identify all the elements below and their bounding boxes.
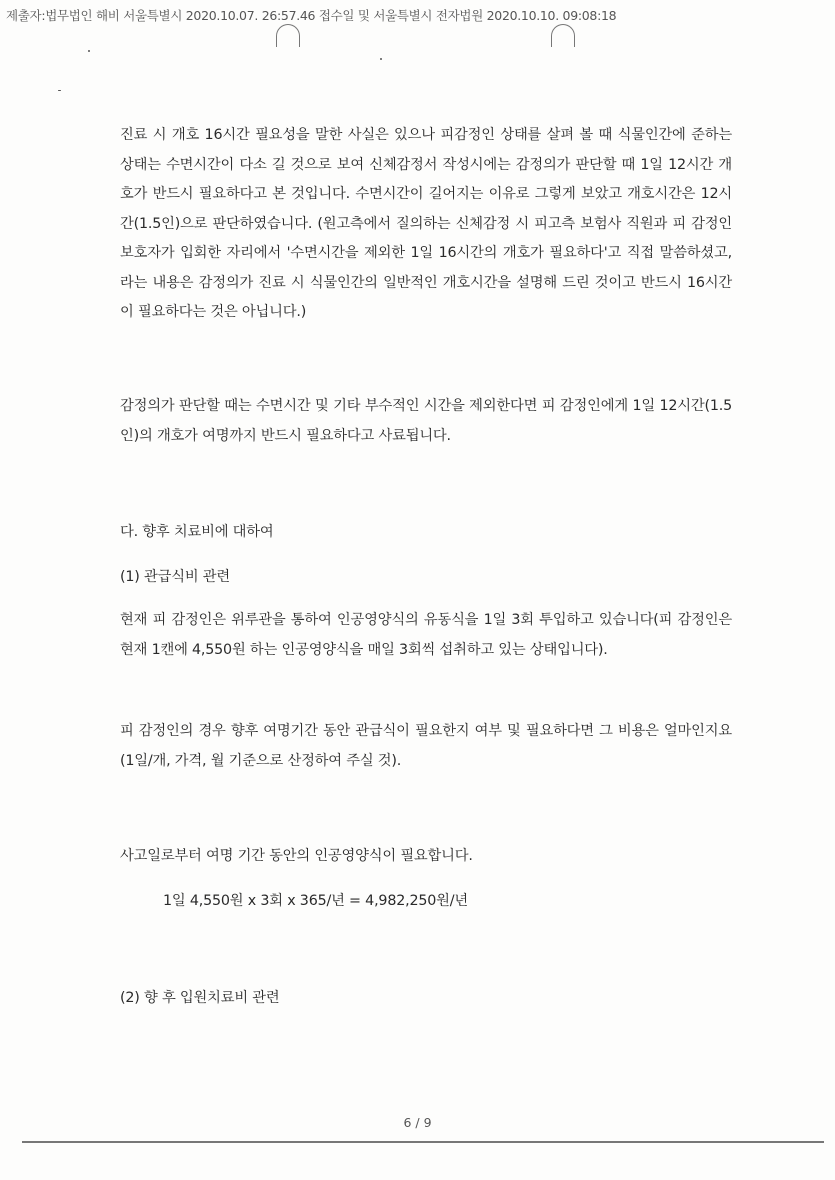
subheading-1: (1) 관급식비 관련 <box>120 569 231 585</box>
punch-hole-right <box>551 24 575 47</box>
page-number: 6 / 9 <box>403 1115 432 1130</box>
section-heading-da: 다. 향후 치료비에 대하여 <box>120 524 274 540</box>
paragraph-3: 현재 피 감정인은 위루관을 통하여 인공영양식의 유동식을 1일 3회 투입하고 있습니다(피 감정인은 현재 1캔에 4,550원 하는 인공영양식을 매일 3회씩 섭취하고 있는 상태입니다). <box>120 612 732 658</box>
footer-rule <box>22 1141 824 1143</box>
paragraph-5: 사고일로부터 여명 기간 동안의 인공영양식이 필요합니다. <box>120 848 473 864</box>
fax-header: 제출자:법무법인 해비 서울특별시 2020.10.07. 26:57.46 접수일 및 서울특별시 전자법원 2020.10.10. 09:08:18 <box>6 8 617 23</box>
scan-speck <box>380 58 382 60</box>
punch-hole-left <box>276 24 300 47</box>
paragraph-2: 감정의가 판단할 때는 수면시간 및 기타 부수적인 시간을 제외한다면 피 감정인에게 1일 12시간(1.5인)의 개호가 여명까지 반드시 필요하다고 사료됩니다. <box>120 398 732 444</box>
cost-formula: 1일 4,550원 x 3회 x 365/년 = 4,982,250원/년 <box>163 893 468 909</box>
subheading-2: (2) 향 후 입원치료비 관련 <box>120 990 280 1006</box>
paragraph-1: 진료 시 개호 16시간 필요성을 말한 사실은 있으나 피감정인 상태를 살펴 볼 때 식물인간에 준하는 상태는 수면시간이 다소 길 것으로 보여 신체감정서 작성시에는 감정의가 판단할 때 1일 12시간 개호가 반드시 필요하다고 본 것입니다. 수면시간이 길어지는 이유로 그렇게 보았고 개호시간은 12시간(1.5인)으로 판단하였습니다. (원고측에서 질의하는 신체감정 시 피고측 보험사 직원과 피 감정인 보호자가 입회한 자리에서 '수면시간을 제외한 1일 16시간의 개호가 필요하다'고 직접 말씀하셨고, 라는 내용은 감정의가 진료 시 식물인간의 일반적인 개호시간을 설명해 드린 것이고 반드시 16시간이 필요하다는 것은 아닙니다.) <box>120 127 732 320</box>
paragraph-4: 피 감정인의 경우 향후 여명기간 동안 관급식이 필요한지 여부 및 필요하다면 그 비용은 얼마인지요(1일/개, 가격, 월 기준으로 산정하여 주실 것). <box>120 723 732 769</box>
scan-speck <box>88 50 90 52</box>
scan-speck <box>58 90 61 91</box>
